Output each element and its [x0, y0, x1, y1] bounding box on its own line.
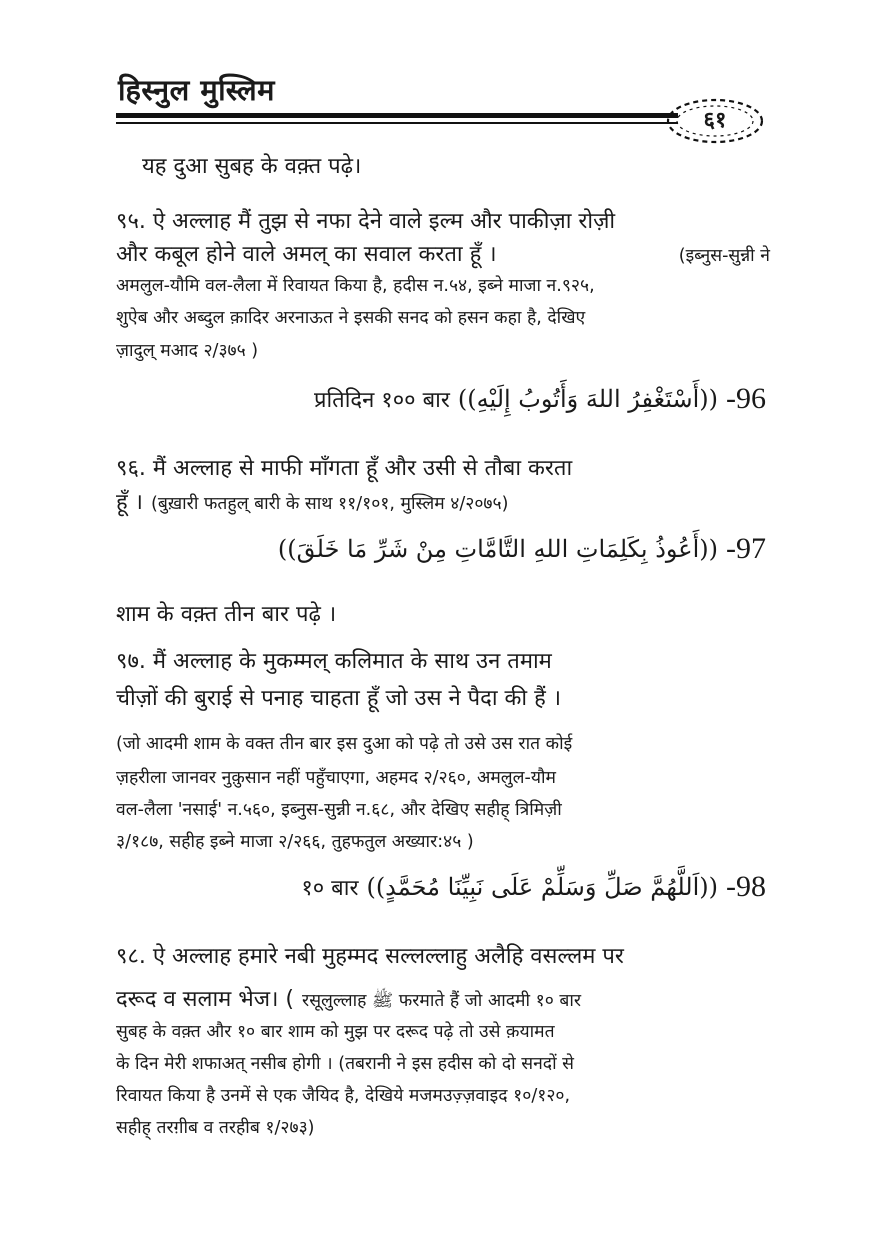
header-rule-thin [116, 122, 678, 124]
item-98-arabic-text: ((اَللَّهُمَّ صَلِّ وَسَلِّمْ عَلَى نَبِيِّنَا مُحَمَّدٍ)) [366, 873, 718, 901]
item-96-arabic-text: ((أَسْتَغْفِرُ اللهَ وَأَتُوبُ إِلَيْهِ)) [457, 385, 718, 413]
item-97-arabic-row [278, 532, 766, 566]
item-98-number: 98- [726, 870, 766, 903]
dua-98-reference-line-4: सहीह् तरग़ीब व तरहीब १/२७३) [116, 1118, 315, 1138]
page-number: ६१ [703, 108, 727, 133]
dua-95-line-1 [116, 205, 770, 235]
dua-96-line-1: ९६. मैं अल्लाह से माफी माँगता हूँ और उसी से तौबा करता [116, 456, 573, 481]
item-96-repeat-note: प्रतिदिन १०० बार [313, 388, 450, 413]
dua-98-reference-start: रसूलुल्लाह ﷺ फरमाते हैं जो आदमी १० बार [302, 991, 582, 1011]
dua-95-reference-start: (इब्नुस-सुन्नी ने [678, 246, 770, 266]
dua-96-line-2-text: हूँ । [116, 490, 144, 515]
intro-97: शाम के वक़्त तीन बार पढ़े । [116, 602, 337, 627]
dua-95-line-2 [116, 238, 770, 268]
item-96-number: 96- [726, 382, 766, 415]
intro-95: यह दुआ सुबह के वक़्त पढ़े। [142, 154, 362, 179]
dua-96-line-2 [116, 486, 508, 516]
dua-98-reference-line-1: सुबह के वक़्त और १० बार शाम को मुझ पर दरूद पढ़े तो उसे क़यामत [116, 1022, 555, 1042]
dua-96-reference: (बुख़ारी फतहुल् बारी के साथ ११/१०१, मुस्लिम ४/२०७५) [151, 494, 509, 514]
dua-98-line-2-text: दरूद व सलाम भेज। ( [116, 987, 295, 1012]
dua-97-reference-line-2: ज़हरीला जानवर नुक़ुसान नहीं पहुँचाएगा, अहमद २/२६०, अमलुल-यौम [116, 768, 556, 788]
book-title: हिस्नुल मुस्लिम [118, 73, 275, 107]
item-97-arabic-text: ((أَعُوذُ بِكَلِمَاتِ اللهِ التَّامَّاتِ مِنْ شَرِّ مَا خَلَقَ)) [277, 535, 718, 563]
dua-98-line-1: ९८. ऐ अल्लाह हमारे नबी मुहम्मद सल्लल्लाहु अलैहि वसल्लम पर [116, 944, 624, 969]
dua-97-reference-line-1: (जो आदमी शाम के वक्त तीन बार इस दुआ को पढ़े तो उसे उस रात कोई [116, 734, 573, 754]
dua-98-line-2 [116, 983, 581, 1015]
dua-98-reference-line-3: रिवायत किया है उनमें से एक जैयिद है, देखिये मजमउज़्ज़वाइद १०/१२०, [116, 1086, 571, 1106]
item-98-arabic-row [301, 870, 766, 904]
item-96-arabic-row [314, 382, 766, 416]
dua-98-reference-line-2: के दिन मेरी शफाअत् नसीब होगी । (तबरानी ने इस हदीस को दो सनदों से [116, 1054, 574, 1074]
header-rule-thick [116, 113, 678, 118]
item-97-number: 97- [726, 532, 766, 565]
dua-95-reference-line-2: शुऐब और अब्दुल क़ादिर अरनाऊत ने इसकी सनद को हसन कहा है, देखिए [116, 308, 586, 328]
item-98-repeat-note: १० बार [301, 876, 359, 901]
dua-97-line-1: ९७. मैं अल्लाह के मुकम्मल् कलिमात के साथ उन तमाम [116, 649, 552, 674]
dua-97-reference-line-3: वल-लैला 'नसाई' न.५६०, इब्नुस-सुन्नी न.६८, और देखिए सहीह् त्रिमिज़ी [116, 800, 562, 820]
dua-95-reference-line-1: अमलुल-यौमि वल-लैला में रिवायत किया है, हदीस न.५४, इब्ने माजा न.९२५, [116, 276, 595, 296]
dua-95-line-2-text: और कबूल होने वाले अमल् का सवाल करता हूँ । [116, 242, 497, 267]
dua-97-line-2: चीज़ों की बुराई से पनाह चाहता हूँ जो उस ने पैदा की हैं । [116, 686, 562, 711]
dua-97-reference-line-4: ३/१८७, सहीह इब्ने माजा २/२६६, तुहफतुल अख्यार:४५ ) [116, 832, 474, 852]
dua-95-reference-line-3: ज़ादुल् मआद २/३७५ ) [116, 341, 259, 361]
dua-95-line-1-text: ९५. ऐ अल्लाह मैं तुझ से नफा देने वाले इल्म और पाकीज़ा रोज़ी [116, 209, 616, 234]
